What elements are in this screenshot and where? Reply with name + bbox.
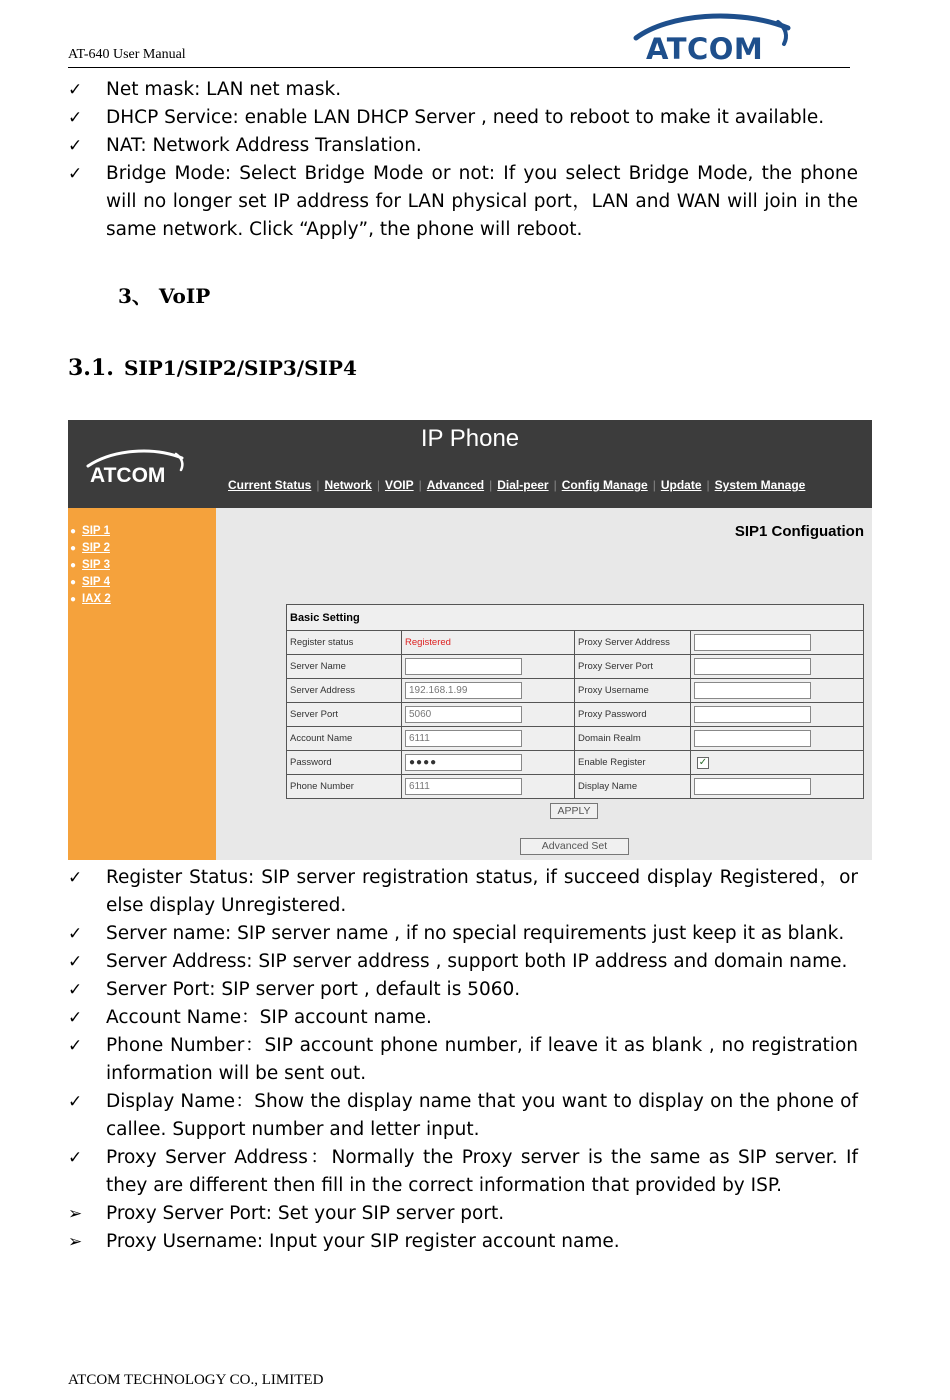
check-icon: ✓: [68, 1008, 83, 1028]
ui-header-bar: [68, 420, 872, 508]
ip-phone-web-ui: [68, 420, 872, 860]
account-name-field[interactable]: 6111: [405, 730, 522, 747]
check-icon: ✓: [68, 952, 83, 972]
register-status-label: Register status: [287, 631, 402, 655]
list-item: ➢ Proxy Username: Input your SIP register account name.: [68, 1228, 858, 1256]
server-address-label: Server Address: [287, 679, 402, 703]
basic-setting-table: [286, 604, 864, 799]
page-header: [68, 10, 850, 68]
nav-system-manage[interactable]: System Manage: [714, 478, 806, 492]
section-number: 3.1.: [68, 355, 114, 381]
ui-atcom-logo: [82, 448, 192, 490]
advanced-set-button[interactable]: Advanced Set: [520, 838, 629, 855]
logo-text: ATCOM: [646, 32, 764, 66]
check-icon: ✓: [68, 108, 83, 128]
arrow-bullet-icon: ➢: [68, 1232, 83, 1252]
check-icon: ✓: [68, 136, 83, 156]
proxy-username-label: Proxy Username: [575, 679, 691, 703]
server-name-field[interactable]: [405, 658, 522, 675]
check-icon: ✓: [68, 868, 83, 888]
manual-title: AT-640 User Manual: [68, 47, 186, 62]
proxy-server-port-field[interactable]: [694, 658, 811, 675]
apply-button[interactable]: APPLY: [550, 803, 598, 819]
proxy-server-address-field[interactable]: [694, 634, 811, 651]
page-footer: ATCOM TECHNOLOGY CO., LIMITED: [68, 1372, 324, 1388]
check-icon: ✓: [68, 1148, 83, 1168]
list-item: ✓ NAT: Network Address Translation.: [68, 132, 858, 160]
check-icon: ✓: [68, 1092, 83, 1112]
nav-advanced[interactable]: Advanced: [426, 478, 485, 492]
sidebar-item-iax2[interactable]: ● IAX 2: [70, 593, 111, 605]
list-item: ✓ Bridge Mode: Select Bridge Mode or not: If you select Bridge Mode, the phone will no longer set IP address for LAN physical port，LAN and WAN will join in the same network. Click “Apply”, the phone will reboot.: [68, 160, 858, 244]
account-name-label: Account Name: [287, 727, 402, 751]
sidebar-item-sip3[interactable]: ● SIP 3: [70, 559, 110, 571]
server-name-label: Server Name: [287, 655, 402, 679]
bottom-bullet-list: [68, 864, 858, 1256]
list-item: ✓ Phone Number：SIP account phone number, if leave it as blank , no registration information will be sent out.: [68, 1032, 858, 1088]
domain-realm-label: Domain Realm: [575, 727, 691, 751]
register-status-value: Registered: [405, 637, 451, 648]
nav-dial-peer[interactable]: Dial-peer: [497, 478, 549, 492]
ui-title: IP Phone: [420, 425, 520, 452]
check-icon: ✓: [68, 924, 83, 944]
check-icon: ✓: [68, 164, 83, 184]
sidebar-item-sip2[interactable]: ● SIP 2: [70, 542, 110, 554]
password-field[interactable]: ●●●●: [405, 754, 522, 771]
server-port-field[interactable]: 5060: [405, 706, 522, 723]
sidebar-item-sip4[interactable]: ● SIP 4: [70, 576, 110, 588]
list-item: ✓ Server Port: SIP server port , default is 5060.: [68, 976, 858, 1004]
list-item: ➢ Proxy Server Port: Set your SIP server port.: [68, 1200, 858, 1228]
list-item: ✓ Account Name：SIP account name.: [68, 1004, 858, 1032]
nav-current-status[interactable]: Current Status: [228, 478, 312, 492]
list-item: ✓ DHCP Service: enable LAN DHCP Server , need to reboot to make it available.: [68, 104, 858, 132]
top-bullet-list: [68, 76, 858, 244]
list-item: ✓ Display Name：Show the display name that you want to display on the phone of callee. Support number and letter input.: [68, 1088, 858, 1144]
proxy-password-label: Proxy Password: [575, 703, 691, 727]
ui-sidebar: [68, 508, 216, 860]
list-item: ✓ Proxy Server Address：Normally the Proxy server is the same as SIP server. If they are different then fill in the correct information that provided by ISP.: [68, 1144, 858, 1200]
section-title: SIP1/SIP2/SIP3/SIP4: [123, 356, 357, 380]
enable-register-label: Enable Register: [575, 751, 691, 775]
check-icon: ✓: [68, 980, 83, 1000]
ui-logo-text: ATCOM: [90, 464, 166, 487]
proxy-username-field[interactable]: [694, 682, 811, 699]
atcom-logo: [628, 10, 798, 66]
list-item: ✓ Server Address: SIP server address , support both IP address and domain name.: [68, 948, 858, 976]
check-icon: ✓: [68, 1036, 83, 1056]
basic-setting-heading: Basic Setting: [287, 605, 864, 631]
config-title: SIP1 Configuation: [734, 523, 864, 540]
phone-number-field[interactable]: 6111: [405, 778, 522, 795]
nav-network[interactable]: Network: [324, 478, 372, 492]
enable-register-checkbox[interactable]: ✓: [698, 756, 708, 768]
display-name-label: Display Name: [575, 775, 691, 799]
sidebar-item-sip1[interactable]: ● SIP 1: [70, 525, 110, 537]
list-item: ✓ Register Status: SIP server registration status, if succeed display Registered，or else display Unregistered.: [68, 864, 858, 920]
arrow-bullet-icon: ➢: [68, 1204, 83, 1224]
password-label: Password: [287, 751, 402, 775]
server-port-label: Server Port: [287, 703, 402, 727]
ui-nav: Current Status | Network | VOIP | Advanced | Dial-peer | Config Manage | Update | System Manage: [228, 478, 806, 492]
server-address-field[interactable]: 192.168.1.99: [405, 682, 522, 699]
section-heading-sip: [68, 355, 357, 381]
proxy-server-port-label: Proxy Server Port: [575, 655, 691, 679]
proxy-password-field[interactable]: [694, 706, 811, 723]
phone-number-label: Phone Number: [287, 775, 402, 799]
proxy-server-address-label: Proxy Server Address: [575, 631, 691, 655]
list-item: ✓ Server name: SIP server name , if no special requirements just keep it as blank.: [68, 920, 858, 948]
list-item: ✓ Net mask: LAN net mask.: [68, 76, 858, 104]
check-icon: ✓: [68, 80, 83, 100]
section-heading-voip: 3、 VoIP: [118, 284, 211, 308]
domain-realm-field[interactable]: [694, 730, 811, 747]
display-name-field[interactable]: [694, 778, 811, 795]
nav-update[interactable]: Update: [660, 478, 702, 492]
nav-config-manage[interactable]: Config Manage: [561, 478, 648, 492]
nav-voip[interactable]: VOIP: [384, 478, 414, 492]
